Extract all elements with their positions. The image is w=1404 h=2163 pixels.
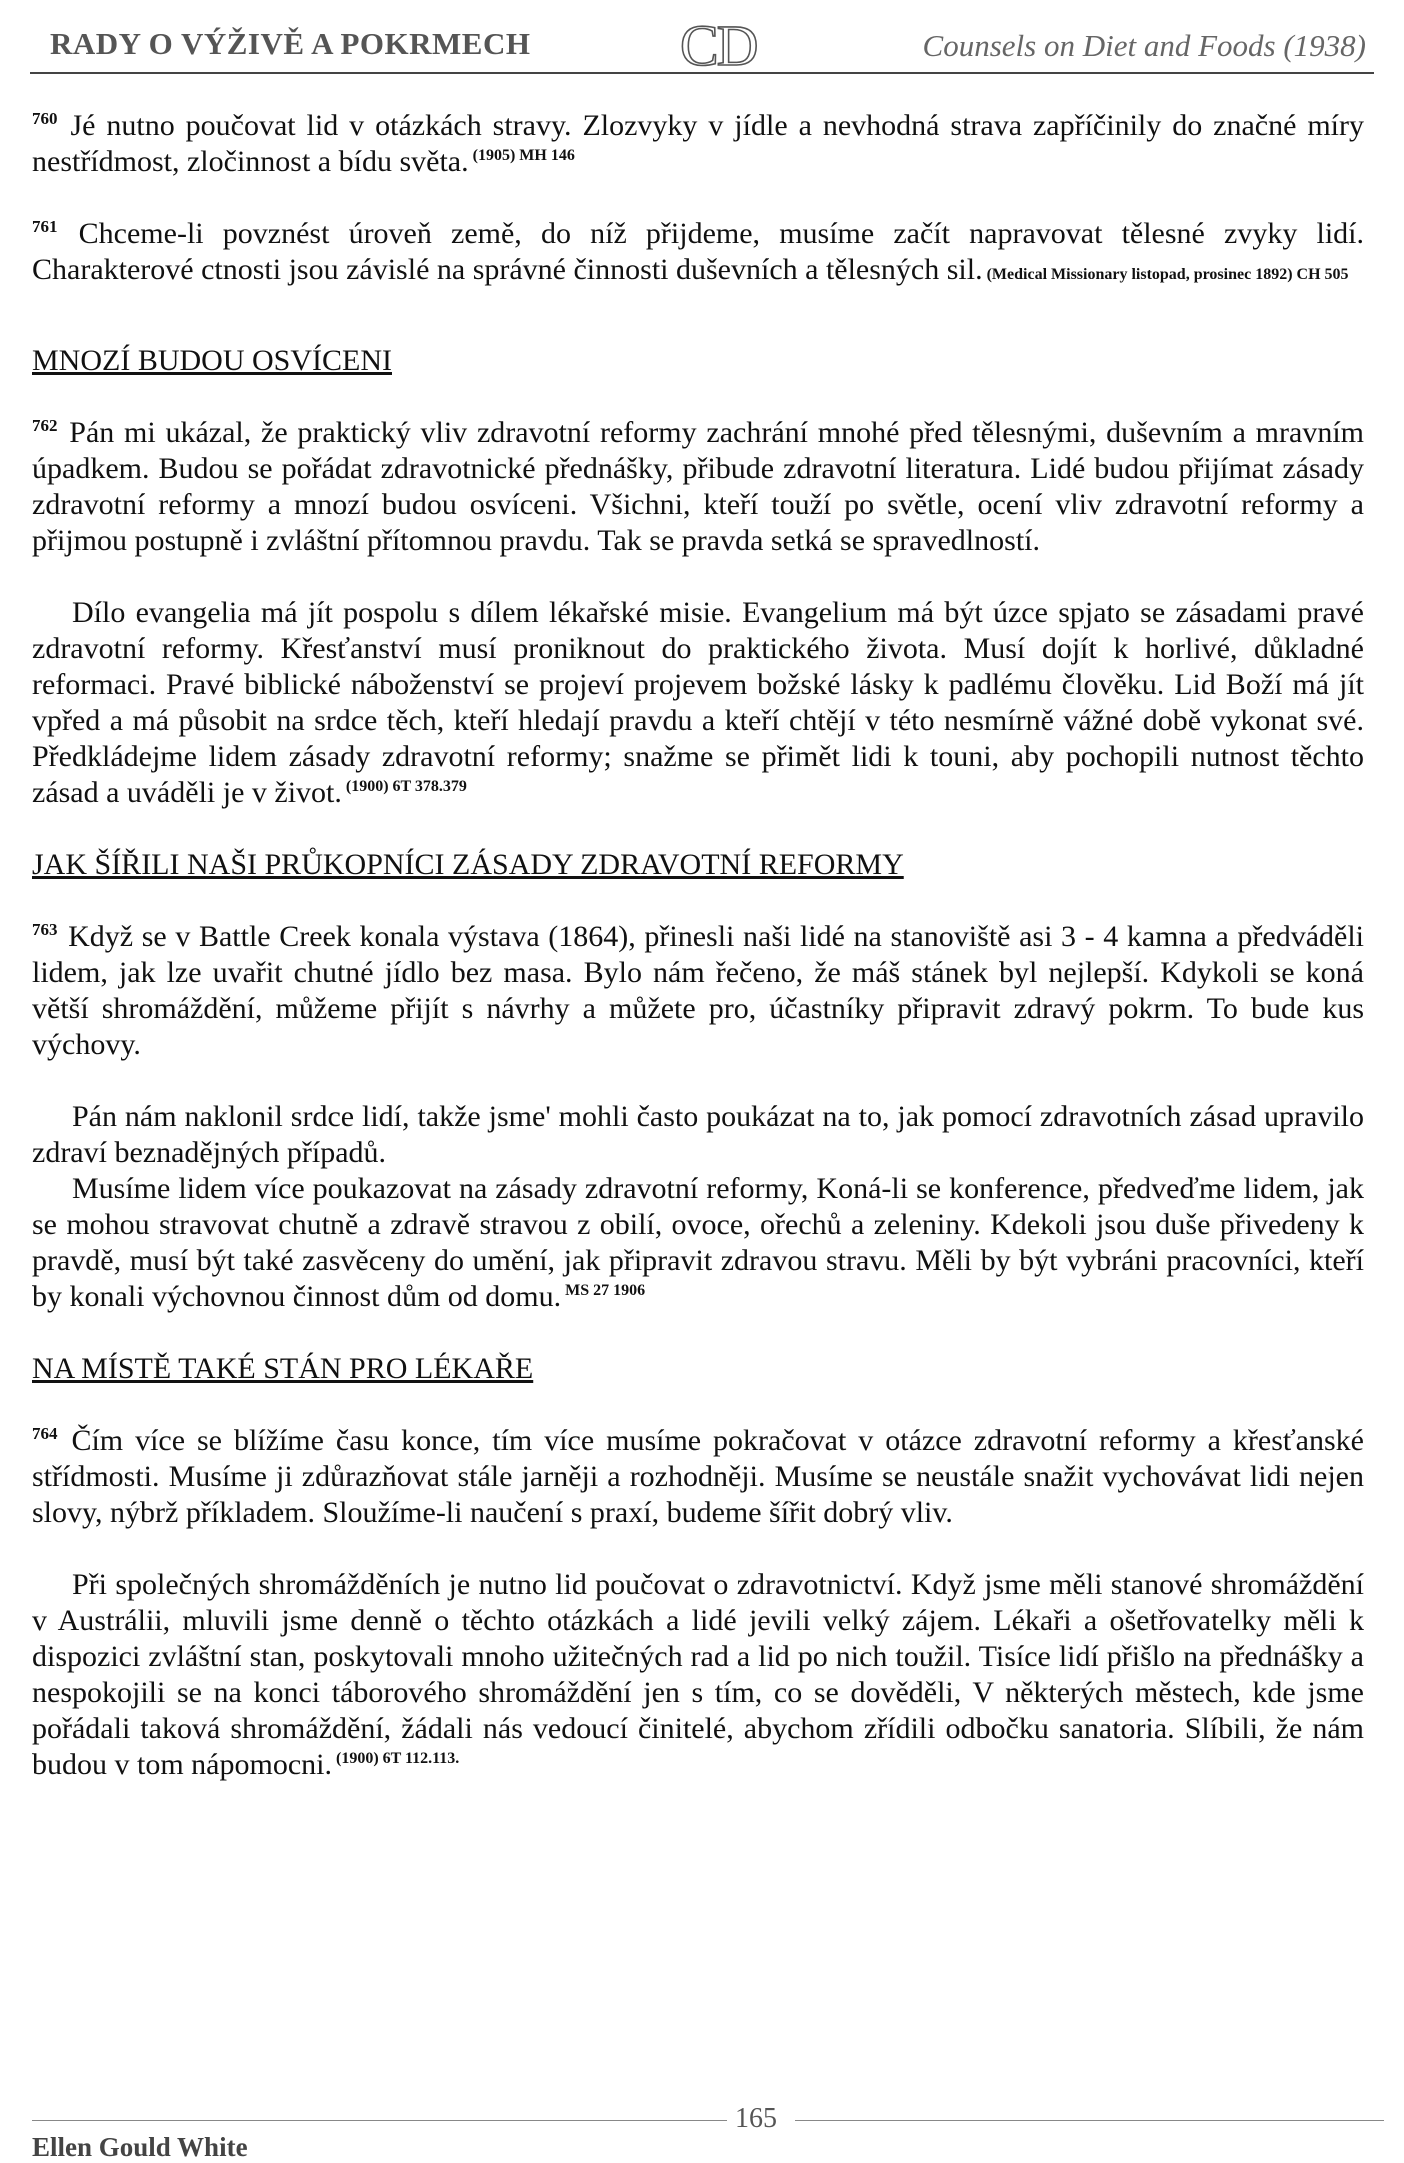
book-title-czech: RADY O VÝŽIVĚ A POKRMECH bbox=[50, 26, 531, 61]
paragraph-762-continued bbox=[32, 595, 1364, 811]
source-reference: MS 27 1906 bbox=[561, 1282, 646, 1299]
book-title-english: Counsels on Diet and Foods (1938) bbox=[922, 28, 1366, 63]
paragraph-763 bbox=[32, 919, 1364, 1063]
paragraph-text: Dílo evangelia má jít pospolu s dílem lékařské misie. Evangelium má být úzce spjato se zásadami pravé zdravotní reformy. Křesťanství musí proniknout do praktického života. Musí dojít k horlivé, důkladné reformaci. Pravé biblické náboženství se projeví projevem božské lásky k padlému člověku. Lid Boží má jít vpřed a má působit na srdce těch, kteří hledají pravdu a kteří chtějí v této nesmírně vážné době vykonat své. Předkládejme lidem zásady zdravotní reformy; snažme se přimět lidi k touni, aby pochopili nutnost těchto zásad a uváděli je v život. bbox=[32, 596, 1364, 809]
footer-rule-right bbox=[795, 2120, 1384, 2121]
source-reference: (1905) MH 146 bbox=[468, 147, 575, 164]
paragraph-number: 760 bbox=[32, 109, 58, 128]
cd-logo: CD bbox=[680, 13, 757, 78]
paragraph-number: 763 bbox=[32, 920, 58, 939]
paragraph-text: Pán nám naklonil srdce lidí, takže jsme' mohli často poukázat na to, jak pomocí zdravotních zásad upravilo zdraví beznadějných případů. bbox=[32, 1100, 1364, 1169]
page-number: 165 bbox=[735, 2103, 777, 2134]
section-heading: MNOZÍ BUDOU OSVÍCENI bbox=[32, 344, 392, 377]
author-name: Ellen Gould White bbox=[32, 2132, 248, 2162]
section-heading: NA MÍSTĚ TAKÉ STÁN PRO LÉKAŘE bbox=[32, 1352, 534, 1385]
paragraph-number: 764 bbox=[32, 1424, 58, 1443]
paragraph-762 bbox=[32, 415, 1364, 559]
paragraph-763-continued-2 bbox=[32, 1171, 1364, 1315]
section-heading: JAK ŠÍŘILI NAŠI PRŮKOPNÍCI ZÁSADY ZDRAVOTNÍ REFORMY bbox=[32, 848, 904, 881]
paragraph-text: Jé nutno poučovat lid v otázkách stravy. Zlozvyky v jídle a nevhodná strava zapříčinily do značné míry nestřídmost, zločinnost a bídu světa. bbox=[32, 109, 1364, 178]
paragraph-text: Čím více se blížíme času konce, tím více musíme pokračovat v otázce zdravotní reformy a křesťanské střídmosti. Musíme ji zdůrazňovat stále jarněji a rozhodněji. Musíme se neustále snažit vychovávat lidi nejen slovy, nýbrž příkladem. Sloužíme-li naučení s praxí, budeme šířit dobrý vliv. bbox=[32, 1424, 1364, 1529]
paragraph-764-continued bbox=[32, 1567, 1364, 1783]
paragraph-763-continued bbox=[32, 1099, 1364, 1171]
footer-rule-left bbox=[32, 2120, 727, 2121]
source-reference: (1900) 6T 112.113. bbox=[331, 1750, 460, 1767]
paragraph-761 bbox=[32, 216, 1364, 293]
paragraph-760 bbox=[32, 108, 1364, 180]
paragraph-number: 761 bbox=[32, 217, 58, 236]
header-rule bbox=[30, 72, 1374, 74]
paragraph-text: Musíme lidem více poukazovat na zásady zdravotní reformy, Koná-li se konference, předveďme lidem, jak se mohou stravovat chutně a zdravě stravou z obilí, ovoce, ořechů a zeleniny. Kdekoli jsou duše přivedeny k pravdě, musí být také zasvěceny do umění, jak připravit zdravou stravu. Měli by být vybráni pracovníci, kteří by konali výchovnou činnost dům od domu. bbox=[32, 1172, 1364, 1313]
paragraph-number: 762 bbox=[32, 416, 58, 435]
paragraph-text: Pán mi ukázal, že praktický vliv zdravotní reformy zachrání mnohé před tělesnými, duševním a mravním úpadkem. Budou se pořádat zdravotnické přednášky, přibude zdravotní literatura. Lidé budou přijímat zásady zdravotní reformy a mnozí budou osvíceni. Všichni, kteří touží po světle, ocení vliv zdravotní reformy a přijmou postupně i zvláštní přítomnou pravdu. Tak se pravda setká se spravedlností. bbox=[32, 416, 1364, 557]
paragraph-text: Chceme-li povznést úroveň země, do níž přijdeme, musíme začít napravovat tělesné zvyky lidí. Charakterové ctnosti jsou závislé na správné činnosti duševních a tělesných sil. bbox=[32, 217, 1364, 286]
page-header bbox=[30, 13, 1374, 78]
paragraph-764 bbox=[32, 1423, 1364, 1531]
page-content bbox=[32, 108, 1364, 1783]
source-reference: (Medical Missionary listopad, prosinec 1892) CH 505 bbox=[982, 266, 1349, 283]
paragraph-text: Při společných shromážděních je nutno lid poučovat o zdravotnictví. Když jsme měli stanové shromáždění v Austrálii, mluvili jsme denně o těchto otázkách a lidé jevili velký zájem. Lékaři a ošetřovatelky měli k dispozici zvláštní stan, poskytovali mnoho užitečných rad a lid po nich toužil. Tisíce lidí přišlo na přednášky a nespokojili se na konci táborového shromáždění jen s tím, co se dověděli, V některých městech, kde jsme pořádali taková shromáždění, žádali nás vedoucí činitelé, abychom zřídili odbočku sanatoria. Slíbili, že nám budou v tom nápomocni. bbox=[32, 1568, 1364, 1781]
source-reference: (1900) 6T 378.379 bbox=[341, 778, 467, 795]
paragraph-text: Když se v Battle Creek konala výstava (1864), přinesli naši lidé na stanoviště asi 3 - 4 kamna a předváděli lidem, jak lze uvařit chutné jídlo bez masa. Bylo nám řečeno, že máš stánek byl nejlepší. Kdykoli se koná větší shromáždění, můžeme přijít s návrhy a můžete pro, účastníky připravit zdravý pokrm. To bude kus výchovy. bbox=[32, 920, 1364, 1061]
